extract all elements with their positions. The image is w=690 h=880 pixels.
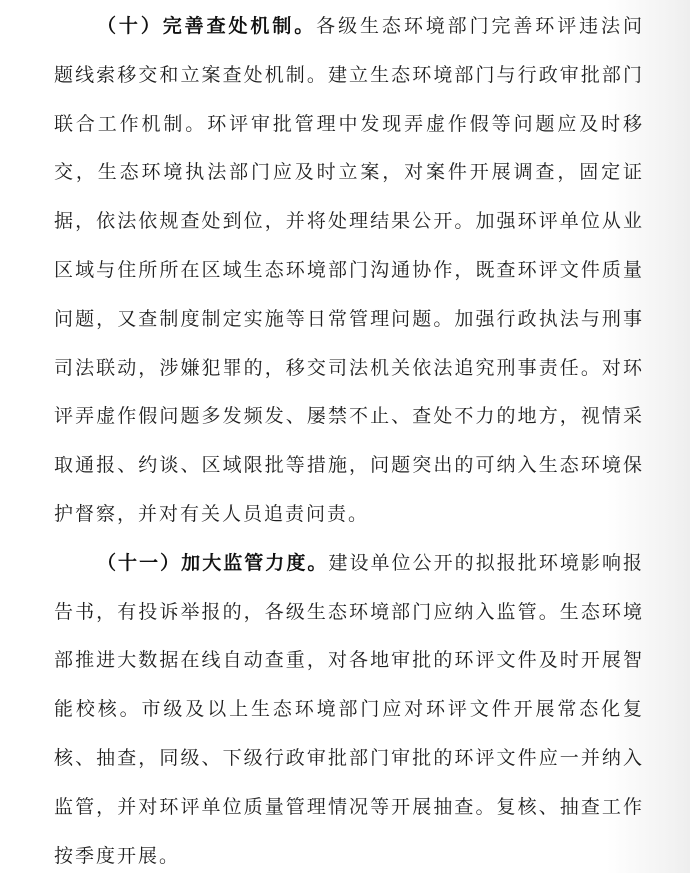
paragraph-10-line: 交，生态环境执法部门应及时立案，对案件开展调查，固定证 [54,161,644,184]
paragraph-11-heading: （十一）加大监管力度。 [97,551,329,574]
paragraph-11-line: 核、抽查，同级、下级行政审批部门审批的环评文件应一并纳入 [54,746,644,769]
paragraph-10-line: 联合工作机制。环评审批管理中发现弄虚作假等问题应及时移 [54,112,644,135]
paragraph-11-line: 监管，并对环评单位质量管理情况等开展抽查。复核、抽查工作 [54,795,644,818]
paragraph-10-line: 评弄虚作假问题多发频发、屡禁不止、查处不力的地方，视情采 [54,405,644,428]
paragraph-10-line-1 [54,2,644,51]
paragraph-11-line-1 [54,539,644,588]
paragraph-11-line-1-text: 建设单位公开的拟报批环境影响报 [328,551,644,574]
paragraph-10-line: 问题，又查制度制定实施等日常管理问题。加强行政执法与刑事 [54,307,644,330]
document-body [54,2,644,880]
paragraph-10-last-line: 护督察，并对有关人员追责问责。 [54,502,370,525]
paragraph-11-last-line: 按季度开展。 [54,844,181,867]
paragraph-10-line: 司法联动，涉嫌犯罪的，移交司法机关依法追究刑事责任。对环 [54,356,644,379]
paragraph-11-line: 能校核。市级及以上生态环境部门应对环评文件开展常态化复 [54,698,644,721]
paragraph-10-heading: （十）完善查处机制。 [97,15,317,37]
paragraph-11-line: 告书，有投诉举报的，各级生态环境部门应纳入监管。生态环境 [54,600,644,623]
paragraph-10-line: 题线索移交和立案查处机制。建立生态环境部门与行政审批部门 [54,63,644,86]
paragraph-11-line: 部推进大数据在线自动查重，对各地审批的环评文件及时开展智 [54,649,644,672]
paragraph-10-line: 据，依法依规查处到位，并将处理结果公开。加强环评单位从业 [54,210,644,233]
paragraph-10-line: 区域与住所所在区域生态环境部门沟通协作，既查环评文件质量 [54,258,644,281]
paragraph-10-line-1-text: 各级生态环境部门完善环评违法问 [316,15,644,37]
paragraph-10-line: 取通报、约谈、区域限批等措施，问题突出的可纳入生态环境保 [54,454,644,477]
